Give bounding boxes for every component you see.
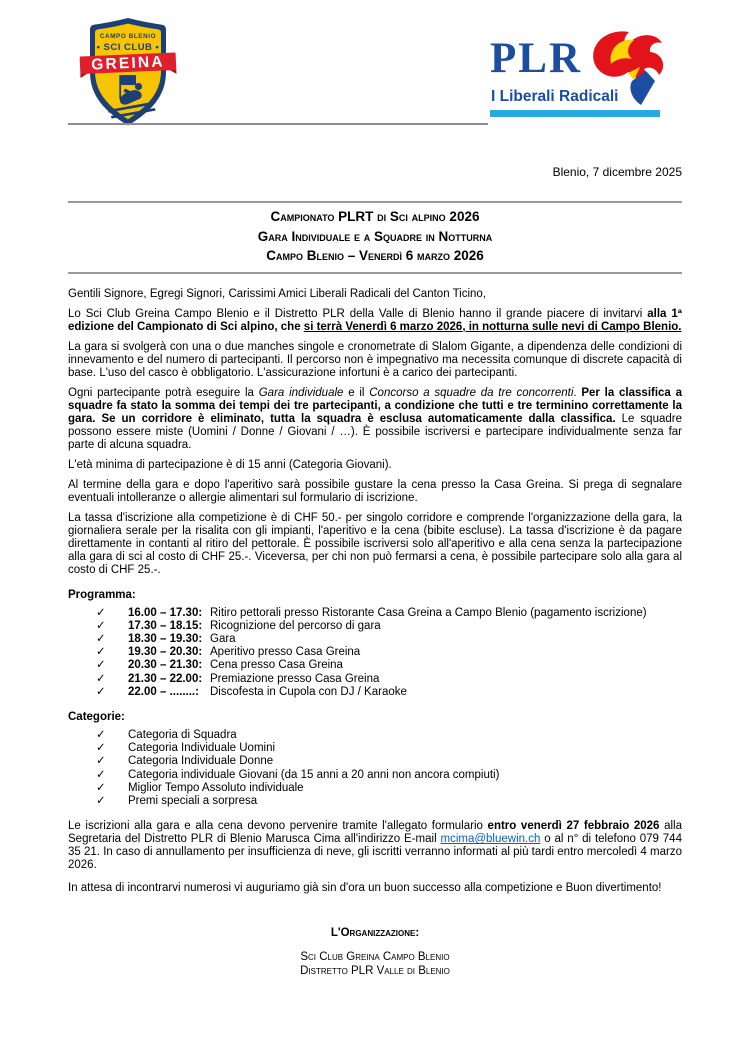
check-icon: ✓ [96,672,106,685]
category-item [96,769,682,782]
program-desc: Gara [210,632,236,645]
paragraph-greeting: Gentili Signore, Egregi Signori, Carissimi Amici Liberali Radicali del Canton Ticino, [68,287,487,300]
program-heading: Programma: [68,588,136,601]
program-desc: Ritiro pettorali presso Ristorante Casa Greina a Campo Blenio (pagamento iscrizione) [210,606,647,619]
check-icon: ✓ [96,781,106,794]
club-logo-name-text: GREINA [90,53,166,74]
program-list [68,607,682,699]
teams-italic-2: Concorso a squadre da tre concorrenti [369,386,574,399]
categories-list [68,729,682,808]
check-icon: ✓ [96,619,106,632]
teams-text-4: Le squadre possono essere miste (Uomini / Donne / Giovani / …). È possibile iscriversi e partecipare individualmente senza far parte di alcuna squadra. [68,412,682,451]
program-time: 18.30 – 19.30: [128,632,203,645]
check-icon: ✓ [96,742,106,755]
plr-underline-bar [490,110,660,117]
paragraph-teams [68,387,682,452]
check-icon: ✓ [96,685,106,698]
organization-heading: L'Organizzazione: [330,927,420,940]
title-block [68,201,682,274]
program-item [96,633,682,646]
check-icon: ✓ [96,768,106,781]
title-line-3: Campo Blenio – Venerdì 6 marzo 2026 [266,248,484,263]
paragraph-fee: La tassa d'iscrizione alla competizione è di CHF 50.- per singolo corridore e comprende l'organizzazione della gara, la giornaliera serale per la risalita con gli impianti, l'aperitivo e la cena (bibite escluse). La tassa d'iscrizione è da pagare direttamente in contanti al ritiro del pettorale. È possibile iscriversi solo all'aperitivo e alla cena senza la partecipazione alla gara di sci al costo di CHF 25.-. Viceversa, per chi non può fermarsi a cena, è possibile partecipare solo alla gara al costo di CHF 25.-. [68,511,682,576]
plr-logo [490,26,670,121]
title-line-1: Campionato PLRT di Sci alpino 2026 [270,209,480,224]
paragraph-registration [68,820,682,872]
program-time: 22.00 – ........: [128,685,199,698]
sci-club-greina-logo [78,15,178,129]
category-item [96,782,682,795]
registration-deadline: entro venerdì 27 febbraio 2026 [487,820,660,833]
organization-block [68,927,682,978]
club-logo-location-text: CAMPO BLENIO [99,33,157,40]
category-item [96,742,682,755]
title-line-2: Gara Individuale e a Squadre in Notturna [257,228,493,244]
category-label: Categoria Individuale Uomini [128,742,276,755]
organization-line-1: Sci Club Greina Campo Blenio [300,951,450,964]
program-desc: Ricognizione del percorso di gara [210,619,381,632]
category-label: Premi speciali a sorpresa [128,794,258,807]
organization-line-2: Distretto PLR Valle di Blenio [300,965,450,978]
category-label: Categoria Individuale Donne [128,755,274,768]
program-item [96,659,682,672]
category-label: Categoria di Squadra [128,728,237,741]
check-icon: ✓ [96,755,106,768]
program-desc: Premiazione presso Casa Greina [210,672,380,685]
club-logo-club-text: • SCI CLUB • [96,42,160,53]
teams-bold-rule: Per la classifica a squadre fa stato la somma dei tempi dei tre partecipanti, a condizione che tutti e tre terminino correttamente la gara. Se un corridore è eliminato, tutta la squadra è esclusa automaticamente dalla classifica. [68,386,682,425]
paragraph-closing: In attesa di incontrarvi numerosi vi auguriamo già sin d'ora un buon successo alla competizione e Buon divertimento! [68,882,662,895]
paragraph-race-info: La gara si svolgerà con una o due manches singole e cronometrate di Slalom Gigante, a dipendenza delle condizioni di innevamento e del numero di partecipanti. Il percorso non è impegnativo ma necessita comunque di discrete capacità di base. L'uso del casco è obbligatorio. L'assicurazione infortuni è a carico dei partecipanti. [68,340,682,379]
category-item [96,755,682,768]
invitation-text: Lo Sci Club Greina Campo Blenio e il Distretto PLR della Valle di Blenio hanno il grande piacere di invitarvi [68,307,648,320]
paragraph-min-age: L'età minima di partecipazione è di 15 anni (Categoria Giovani). [68,458,392,471]
teams-text-3: . [573,386,582,399]
program-item [96,620,682,633]
registration-text-1: Le iscrizioni alla gara e alla cena devono pervenire tramite l'allegato formulario [68,820,488,833]
plr-tagline-text: I Liberali Radicali [491,88,619,105]
invitation-bold-text: alla 1ª edizione del Campionato di Sci alpino, che [68,307,682,333]
registration-text-2: alla Segretaria del Distretto PLR di Blenio Marusca Cima all'indirizzo E-mail [68,820,682,846]
program-time: 21.30 – 22.00: [128,672,203,685]
check-icon: ✓ [96,606,106,619]
program-item [96,607,682,620]
program-item [96,673,682,686]
program-item [96,646,682,659]
paragraph-invitation [68,308,682,334]
categories-heading: Categorie: [68,710,125,723]
program-time: 19.30 – 20.30: [128,646,203,659]
program-desc: Discofesta in Cupola con DJ / Karaoke [210,685,407,698]
program-time: 20.30 – 21.30: [128,659,203,672]
check-icon: ✓ [96,659,106,672]
program-item [96,686,682,699]
teams-italic-1: Gara individuale [258,386,344,399]
category-item [96,729,682,742]
program-desc: Cena presso Casa Greina [210,659,343,672]
category-label: Categoria individuale Giovani (da 15 anni a 20 anni non ancora compiuti) [128,768,500,781]
email-link[interactable]: mcima@bluewin.ch [440,833,541,846]
check-icon: ✓ [96,632,106,645]
teams-text-2: e il [343,386,370,399]
plr-acronym-text: PLR [490,35,582,82]
teams-text-1: Ogni partecipante potrà eseguire la [68,386,259,399]
paragraph-dinner: Al termine della gara e dopo l'aperitivo sarà possibile gustare la cena presso la Casa Greina. Si prega di segnalare eventuali intolleranze o allergie alimentari sul formulario di iscrizione. [68,478,682,504]
header-divider [68,123,488,125]
check-icon: ✓ [96,794,106,807]
check-icon: ✓ [96,646,106,659]
registration-text-3: o al n° di telefono 079 744 35 21. In caso di annullamento per insufficienza di neve, gli iscritti verranno informati al più tardi entro mercoledì 4 marzo 2026. [68,833,682,872]
program-time: 16.00 – 17.30: [128,606,203,619]
program-time: 17.30 – 18.15: [128,619,203,632]
category-label: Miglior Tempo Assoluto individuale [128,781,304,794]
date-line: Blenio, 7 dicembre 2025 [552,165,682,179]
program-desc: Aperitivo presso Casa Greina [210,646,361,659]
category-item [96,795,682,808]
check-icon: ✓ [96,728,106,741]
invitation-underlined-text: si terrà Venerdì 6 marzo 2026, in notturna sulle nevi di Campo Blenio. [303,320,682,333]
letter-content [68,166,682,978]
